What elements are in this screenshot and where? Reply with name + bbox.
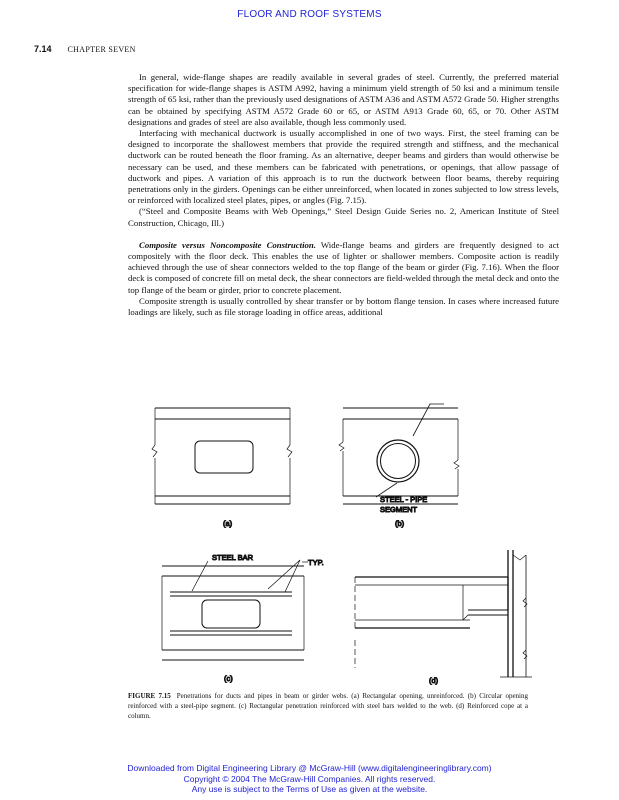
chapter-title: CHAPTER SEVEN xyxy=(67,45,136,54)
page-number: 7.14 xyxy=(34,44,52,54)
paragraph-steel-grades: In general, wide-flange shapes are readily available in several grades of steel. Currently, the preferred material specification for wide-flange shapes is ASTM A992, having a minimum yield strength of 50 ksi and a minimum tensile strength of 65 ksi, rather than the previously used designations of ASTM A36 and ASTM A572 Grade 50. Higher strengths can be obtained by specifying ASTM A572 Grade 60 or 65, or ASTM A913 Grade 60, 65, or 70. Other ASTM designations and grades of steel are also available, though less commonly used. xyxy=(128,72,559,127)
paragraph-reference: (“Steel and Composite Beams with Web Openings,” Steel Design Guide Series no. 2, American Institute of Steel Construction, Chicago, Ill.) xyxy=(128,206,559,228)
figure-caption xyxy=(128,691,528,721)
composite-text: Wide-flange beams and girders are frequently designed to act compositely with the floor deck. This enables the use of lighter or shallower members. Composite action is readily achieved through the use of shear connectors welded to the top flange of the beam or girder (Fig. 7.16). When the floor deck is composed of concrete fill on metal deck, the shear connectors are field-welded through the metal deck and onto the top flange of the beam or girder, prior to concrete placement. xyxy=(128,239,560,295)
figure-label-a: (a) xyxy=(223,519,233,528)
label-steel-pipe-segment: SEGMENT xyxy=(380,505,418,514)
composite-heading: Composite versus Noncomposite Construction. xyxy=(139,239,316,250)
label-typ: TYP. xyxy=(308,558,324,567)
figure-a-beam-rect-opening xyxy=(152,408,292,504)
figure-label-b: (b) xyxy=(395,519,405,528)
footer-terms-link[interactable]: Any use is subject to the Terms of Use as given at the website. xyxy=(191,784,428,794)
footer-download-link[interactable]: Downloaded from Digital Engineering Library @ McGraw-Hill (www.digitalengineeringlibrary.com) xyxy=(127,763,492,773)
caption-label: FIGURE 7.15 xyxy=(128,692,171,700)
paragraph-composite-strength: Composite strength is usually controlled by shear transfer or by bottom flange tension. In cases where increased future loadings are likely, such as file storage loading in office areas, additional xyxy=(128,295,559,318)
figure-label-c: (c) xyxy=(224,674,233,683)
figure-d-reinforced-cope xyxy=(355,550,532,677)
figure-b-beam-circular-opening xyxy=(339,404,459,504)
footer[interactable] xyxy=(0,763,619,795)
caption-text: Penetrations for ducts and pipes in beam or girder webs. (a) Rectangular opening, unreinforced. (b) Circular opening reinforced with a steel-pipe segment. (c) Rectangular penetration reinforced with steel bars welded to the web. (d) Reinforced cope at a column. xyxy=(128,692,528,720)
footer-copyright: Copyright © 2004 The McGraw-Hill Companies. All rights reserved. xyxy=(183,773,436,784)
label-steel-bar: STEEL BAR xyxy=(212,553,253,562)
figure-c-beam-steel-bar-reinforced xyxy=(162,560,308,660)
paragraph-ductwork: Interfacing with mechanical ductwork is usually accomplished in one of two ways. First, the steel framing can be designed to incorporate the shallowest members that provide the required strength and stiffness, and the mechanical ductwork can be routed beneath the floor framing. As an alternative, deeper beams and girders than would otherwise be necessary can be used, and these members can be fabricated with penetrations, or openings, that allow passage of ductwork and pipes. A variation of this approach is to run the ductwork between floor beams, thereby requiring penetrations only in the girders. Openings can be either unreinforced, when located in zones subjected to low stress levels, or reinforced with localized steel plates, pipes, or angles (Fig. 7.15). xyxy=(128,128,559,206)
section-header[interactable]: FLOOR AND ROOF SYSTEMS xyxy=(237,9,382,20)
label-steel-pipe: STEEL - PIPE xyxy=(380,495,428,504)
figure-label-d: (d) xyxy=(429,676,439,685)
